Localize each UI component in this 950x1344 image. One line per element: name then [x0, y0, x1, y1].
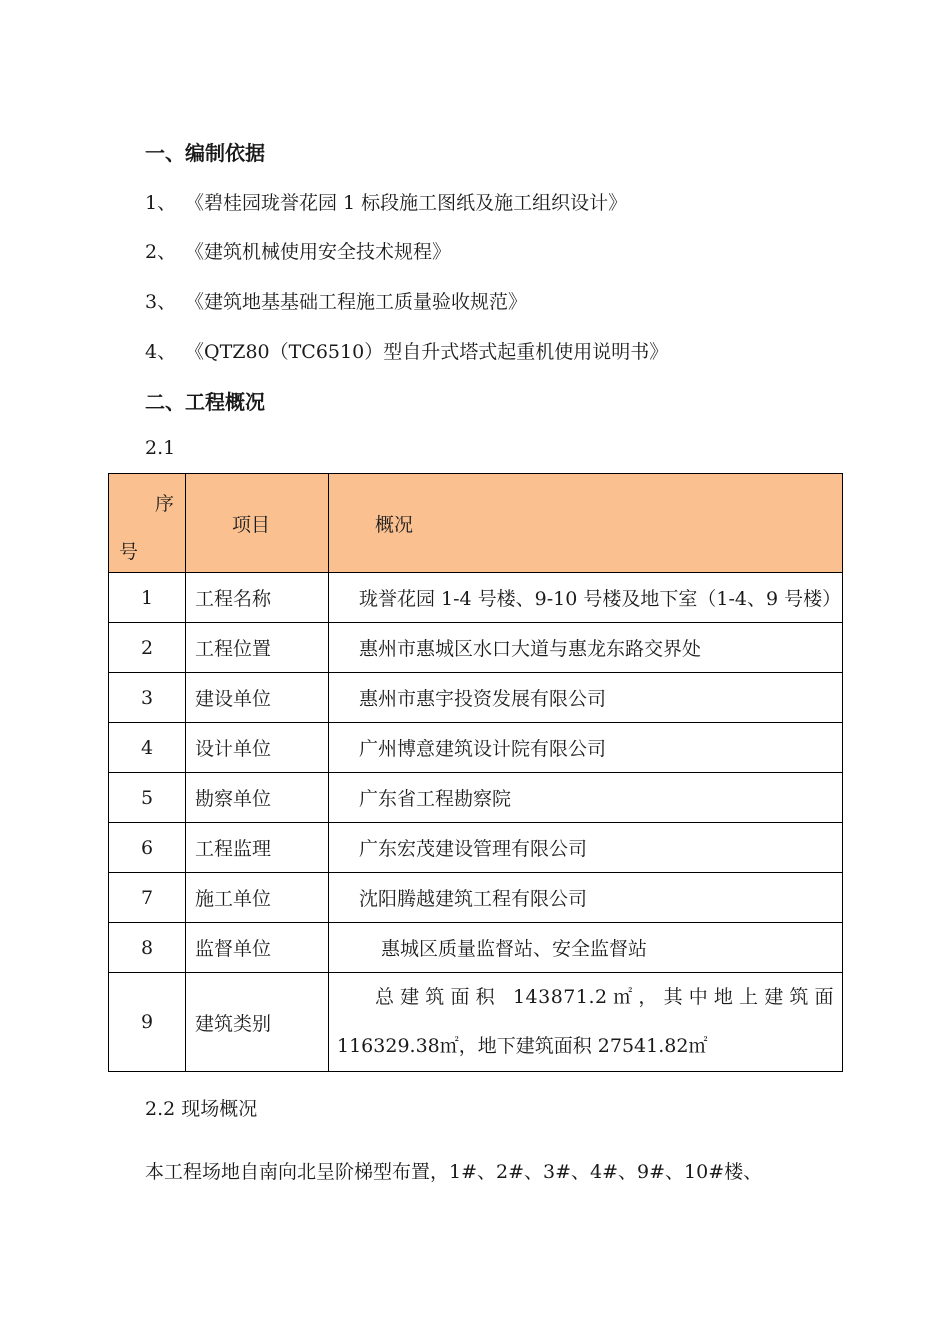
reference-item-number: 2、 — [145, 241, 177, 263]
table-row — [109, 723, 843, 773]
table-row — [109, 923, 843, 973]
reference-item-2 — [145, 237, 451, 264]
row-item: 工程监理 — [186, 823, 329, 873]
table-row — [109, 973, 843, 1072]
section-2-title: 二、工程概况 — [145, 390, 265, 414]
row-value: 广东省工程勘察院 — [329, 773, 843, 823]
row-item: 监督单位 — [186, 923, 329, 973]
reference-item-text: 《QTZ80（TC6510）型自升式塔式起重机使用说明书》 — [185, 341, 669, 363]
row-item: 勘察单位 — [186, 773, 329, 823]
reference-item-number: 3、 — [145, 291, 177, 313]
row-number: 2 — [109, 623, 186, 673]
row-value: 惠州市惠宇投资发展有限公司 — [329, 673, 843, 723]
reference-item-number: 4、 — [145, 341, 177, 363]
area-line-1: 总建筑面积 143871.2㎡，其中地上建筑面 — [375, 986, 834, 1008]
row-number: 8 — [109, 923, 186, 973]
row-value: 惠城区质量监督站、安全监督站 — [329, 923, 843, 973]
table-row — [109, 573, 843, 623]
row-item: 建设单位 — [186, 673, 329, 723]
table-row — [109, 773, 843, 823]
row-value: 广州博意建筑设计院有限公司 — [329, 723, 843, 773]
table-row — [109, 623, 843, 673]
header-item: 项目 — [186, 474, 329, 573]
header-serial-bottom: 号 — [119, 541, 139, 563]
row-number: 5 — [109, 773, 186, 823]
subsection-2-2-label: 2.2 现场概况 — [145, 1098, 258, 1120]
row-number: 6 — [109, 823, 186, 873]
project-overview-table — [108, 473, 843, 1072]
row-item: 建筑类别 — [186, 973, 329, 1072]
reference-item-1 — [145, 188, 627, 215]
row-item: 工程名称 — [186, 573, 329, 623]
row-number: 4 — [109, 723, 186, 773]
header-serial-number — [109, 474, 186, 573]
reference-item-4 — [145, 337, 668, 364]
header-serial-top: 序 — [155, 493, 175, 515]
row-value: 沈阳腾越建筑工程有限公司 — [329, 873, 843, 923]
table-header-row — [109, 474, 843, 573]
subsection-2-1-label: 2.1 — [145, 437, 176, 459]
row-item: 设计单位 — [186, 723, 329, 773]
row-value: 惠州市惠城区水口大道与惠龙东路交界处 — [329, 623, 843, 673]
row-value-area — [329, 973, 843, 1072]
reference-item-text: 《碧桂园珑誉花园 1 标段施工图纸及施工组织设计》 — [185, 192, 628, 214]
header-summary: 概况 — [329, 474, 843, 573]
row-item: 施工单位 — [186, 873, 329, 923]
row-value: 珑誉花园 1-4 号楼、9-10 号楼及地下室（1-4、9 号楼） — [329, 573, 843, 623]
reference-item-number: 1、 — [145, 192, 177, 214]
area-line-2: 116329.38㎡，地下建筑面积 27541.82㎡ — [337, 1035, 708, 1057]
section-1-title: 一、编制依据 — [145, 141, 265, 165]
reference-item-text: 《建筑机械使用安全技术规程》 — [185, 241, 452, 263]
row-number: 1 — [109, 573, 186, 623]
site-description-paragraph: 本工程场地自南向北呈阶梯型布置，1#、2#、3#、4#、9#、10#楼、 — [145, 1161, 763, 1183]
reference-item-text: 《建筑地基基础工程施工质量验收规范》 — [185, 291, 528, 313]
table-row — [109, 673, 843, 723]
table-row — [109, 873, 843, 923]
row-item: 工程位置 — [186, 623, 329, 673]
row-number: 3 — [109, 673, 186, 723]
row-number: 9 — [109, 973, 186, 1072]
reference-item-3 — [145, 287, 527, 314]
row-value: 广东宏茂建设管理有限公司 — [329, 823, 843, 873]
row-number: 7 — [109, 873, 186, 923]
table-row — [109, 823, 843, 873]
